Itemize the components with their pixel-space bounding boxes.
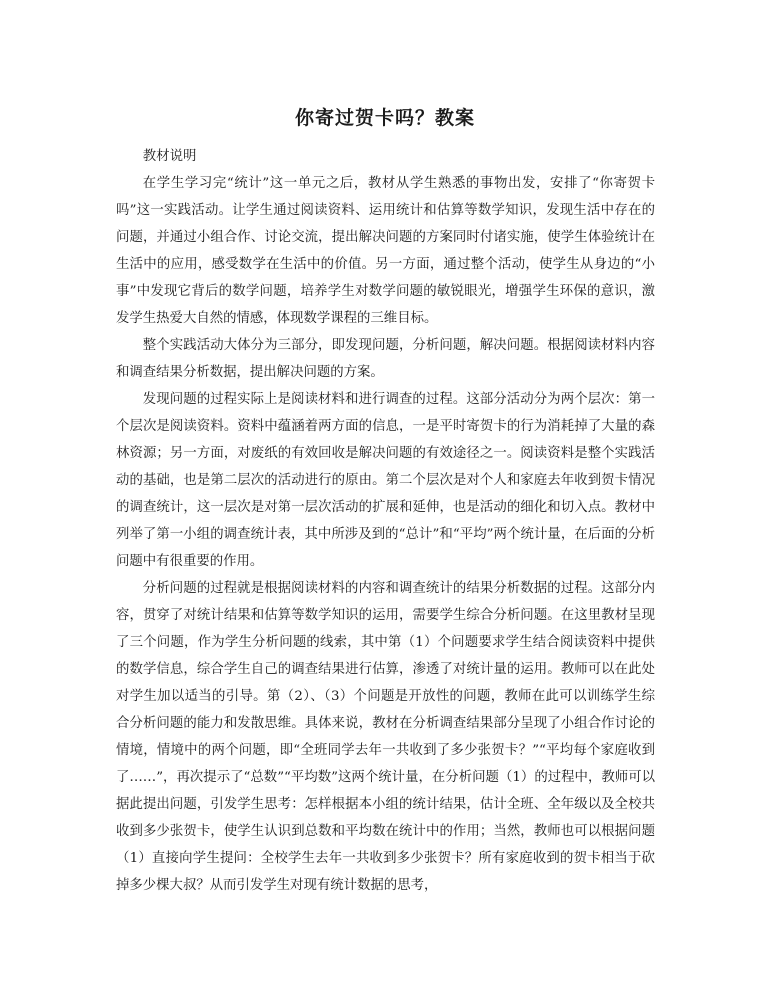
section-heading: 教材说明 — [142, 149, 197, 164]
paragraph-1: 在学生学习完“统计”这一单元之后，教材从学生熟悉的事物出发，安排了“你寄贺卡吗”这一实践活动。让学生通过阅读资料、运用统计和估算等数学知识，发现生活中存在的问题，并通过小组合作、讨论交流，提出解决问题的方案同时付诸实施，使学生体验统计在生活中的应用，感受数学在生活中的价值。另一方面，通过整个活动，使学生从身边的“小事”中发现它背后的数学问题，培养学生对数学问题的敏锐眼光，增强学生环保的意识，激发学生热爱大自然的情感，体现数学课程的三维目标。 — [116, 176, 655, 326]
paragraph-3: 发现问题的过程实际上是阅读材料和进行调查的过程。这部分活动分为两个层次：第一个层次是阅读资料。资料中蕴涵着两方面的信息，一是平时寄贺卡的行为消耗掉了大量的森林资源；另一方面，对废纸的有效回收是解决问题的有效途径之一。阅读资料是整个实践活动的基础，也是第二层次的活动进行的原由。第二个层次是对个人和家庭去年收到贺卡情况的调查统计，这一层次是对第一层次活动的扩展和延伸，也是活动的细化和切入点。教材中列举了第一小组的调查统计表，其中所涉及到的“总计”和“平均”两个统计量，在后面的分析问题中有很重要的作用。 — [116, 392, 655, 569]
document-title: 你寄过贺卡吗？教案 — [294, 107, 475, 129]
document-body — [116, 143, 655, 899]
paragraph-4: 分析问题的过程就是根据阅读材料的内容和调查统计的结果分析数据的过程。这部分内容，贯穿了对统计结果和估算等数学知识的运用，需要学生综合分析问题。在这里教材呈现了三个问题，作为学生分析问题的线索，其中第（1）个问题要求学生结合阅读资料中提供的数学信息，综合学生自己的调查结果进行估算，渗透了对统计量的运用。教师可以在此处对学生加以适当的引导。第（2）、（3）个问题是开放性的问题，教师在此可以训练学生综合分析问题的能力和发散思维。具体来说，教材在分析调查结果部分呈现了小组合作讨论的情境，情境中的两个问题，即“全班同学去年一共收到了多少张贺卡？”“平均每个家庭收到了……”，再次提示了“总数”“平均数”这两个统计量，在分析问题（1）的过程中，教师可以据此提出问题，引发学生思考：怎样根据本小组的统计结果，估计全班、全年级以及全校共收到多少张贺卡，使学生认识到总数和平均数在统计中的作用；当然，教师也可以根据问题（1）直接向学生提问：全校学生去年一共收到多少张贺卡？所有家庭收到的贺卡相当于砍掉多少棵大叔？从而引发学生对现有统计数据的思考， — [116, 581, 655, 893]
paragraph-2: 整个实践活动大体分为三部分，即发现问题，分析问题，解决问题。根据阅读材料内容和调查结果分析数据，提出解决问题的方案。 — [116, 338, 655, 380]
